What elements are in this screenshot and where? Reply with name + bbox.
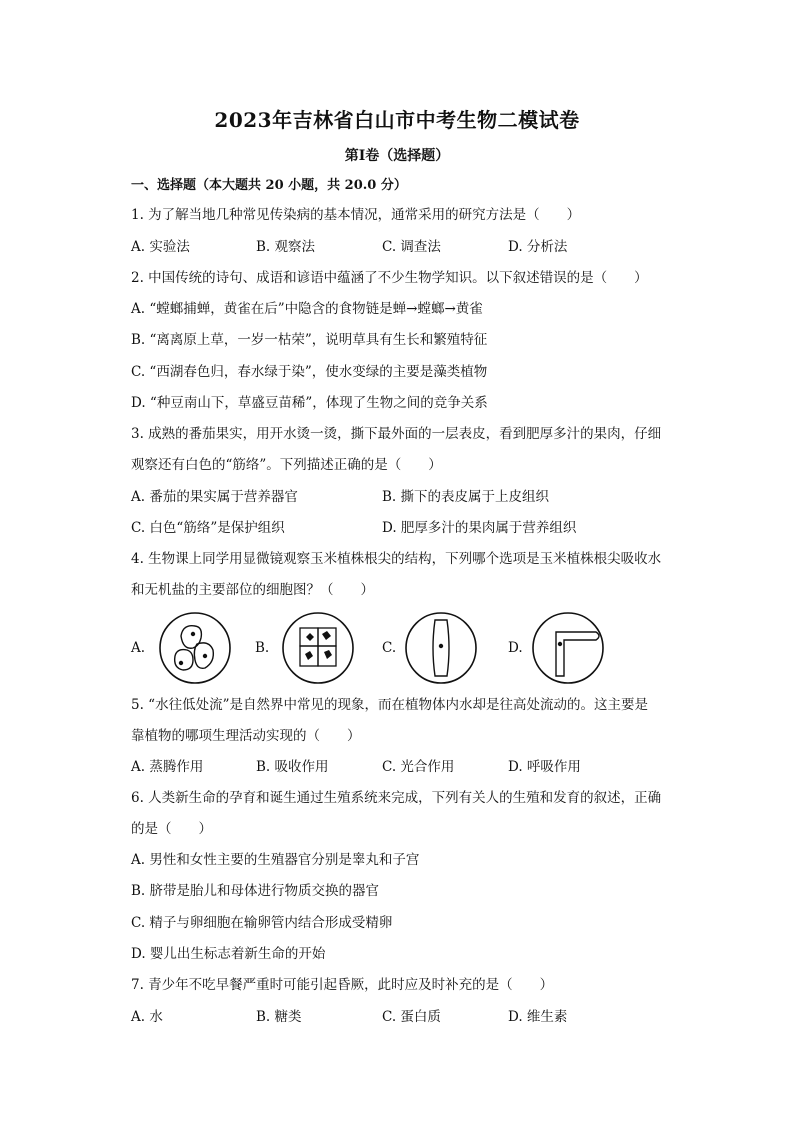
page-subtitle: 第I卷（选择题） bbox=[344, 148, 450, 164]
question-7-option-d: D. 维生素 bbox=[508, 1009, 568, 1025]
question-2-option-d: D. “种豆南山下，草盛豆苗稀”，体现了生物之间的竞争关系 bbox=[131, 395, 488, 411]
question-7-option-c: C. 蛋白质 bbox=[382, 1009, 441, 1025]
root-hair-cell-outline bbox=[556, 632, 599, 676]
question-6-text-line-2: 的是（ ） bbox=[131, 821, 212, 837]
question-3-option-d: D. 肥厚多汁的果肉属于营养组织 bbox=[382, 520, 577, 536]
cell-diagram-a bbox=[157, 610, 233, 686]
cell-nucleus bbox=[439, 644, 443, 648]
question-6-option-b: B. 脐带是胎儿和母体进行物质交换的器官 bbox=[131, 883, 380, 899]
cell-nucleus bbox=[558, 642, 562, 646]
question-1-option-a: A. 实验法 bbox=[131, 239, 190, 255]
cell-outline bbox=[181, 626, 201, 649]
question-1-text: 1. 为了解当地几种常见传染病的基本情况，通常采用的研究方法是（ ） bbox=[131, 207, 581, 223]
question-3-option-b: B. 撕下的表皮属于上皮组织 bbox=[382, 489, 550, 505]
cell-diagram-d bbox=[530, 610, 606, 686]
question-4-option-b: B. bbox=[255, 640, 270, 656]
question-2-option-a: A. “螳螂捕蝉，黄雀在后”中隐含的食物链是蝉→螳螂→黄雀 bbox=[131, 301, 483, 317]
question-4-option-c: C. bbox=[382, 640, 397, 656]
question-5-option-a: A. 蒸腾作用 bbox=[131, 759, 204, 775]
question-2-option-c: C. “西湖春色归，春水绿于染”，使水变绿的主要是藻类植物 bbox=[131, 364, 488, 380]
question-5-text-line-1: 5. “水往低处流”是自然界中常见的现象，而在植物体内水却是往高处流动的。这主要是 bbox=[131, 697, 648, 713]
cell-nucleus bbox=[324, 650, 332, 659]
cell-outline bbox=[175, 650, 193, 670]
question-5-option-b: B. 吸收作用 bbox=[256, 759, 329, 775]
question-1-option-c: C. 调查法 bbox=[382, 239, 441, 255]
question-1-option-d: D. 分析法 bbox=[508, 239, 568, 255]
cell-nucleus bbox=[191, 632, 195, 636]
question-4-text-line-2: 和无机盐的主要部位的细胞图？（ ） bbox=[131, 582, 374, 598]
section-heading: 一、选择题（本大题共 20 小题，共 20.0 分） bbox=[131, 178, 407, 193]
question-5-option-d: D. 呼吸作用 bbox=[508, 759, 581, 775]
question-3-option-a: A. 番茄的果实属于营养器官 bbox=[131, 489, 298, 505]
question-7-option-a: A. 水 bbox=[131, 1009, 163, 1025]
question-7-option-b: B. 糖类 bbox=[256, 1009, 302, 1025]
cell-nucleus bbox=[306, 633, 314, 641]
cell-diagram-c bbox=[403, 610, 479, 686]
question-5-text-line-2: 靠植物的哪项生理活动实现的（ ） bbox=[131, 728, 361, 744]
cell-nucleus bbox=[203, 654, 207, 658]
question-4-option-d: D. bbox=[508, 640, 523, 656]
page-title: 2023年吉林省白山市中考生物二模试卷 bbox=[214, 108, 580, 132]
question-6-option-a: A. 男性和女性主要的生殖器官分别是睾丸和子宫 bbox=[131, 852, 420, 868]
cell-nucleus bbox=[179, 661, 183, 665]
cell-nucleus bbox=[305, 651, 313, 660]
question-6-option-d: D. 婴儿出生标志着新生命的开始 bbox=[131, 946, 326, 962]
question-3-text-line-1: 3. 成熟的番茄果实，用开水烫一烫，撕下最外面的一层表皮，看到肥厚多汁的果肉，仔细 bbox=[131, 426, 662, 442]
question-1-option-b: B. 观察法 bbox=[256, 239, 316, 255]
question-2-option-b: B. “离离原上草，一岁一枯荣”，说明草具有生长和繁殖特征 bbox=[131, 332, 488, 348]
question-3-text-line-2: 观察还有白色的“筋络”。下列描述正确的是（ ） bbox=[131, 457, 442, 473]
question-5-option-c: C. 光合作用 bbox=[382, 759, 455, 775]
cell-diagram-b bbox=[280, 610, 356, 686]
question-2-text: 2. 中国传统的诗句、成语和谚语中蕴涵了不少生物学知识。以下叙述错误的是（ ） bbox=[131, 270, 648, 286]
microscope-field-circle bbox=[533, 613, 603, 683]
question-4-text-line-1: 4. 生物课上同学用显微镜观察玉米植株根尖的结构，下列哪个选项是玉米植株根尖吸收水 bbox=[131, 551, 662, 567]
question-6-option-c: C. 精子与卵细胞在输卵管内结合形成受精卵 bbox=[131, 915, 393, 931]
question-4-option-a: A. bbox=[131, 640, 146, 656]
question-3-option-c: C. 白色“筋络”是保护组织 bbox=[131, 520, 285, 536]
cell-nucleus bbox=[322, 631, 331, 640]
question-7-text: 7. 青少年不吃早餐严重时可能引起昏厥，此时应及时补充的是（ ） bbox=[131, 977, 554, 993]
question-6-text-line-1: 6. 人类新生命的孕育和诞生通过生殖系统来完成，下列有关人的生殖和发育的叙述，正确 bbox=[131, 790, 662, 806]
